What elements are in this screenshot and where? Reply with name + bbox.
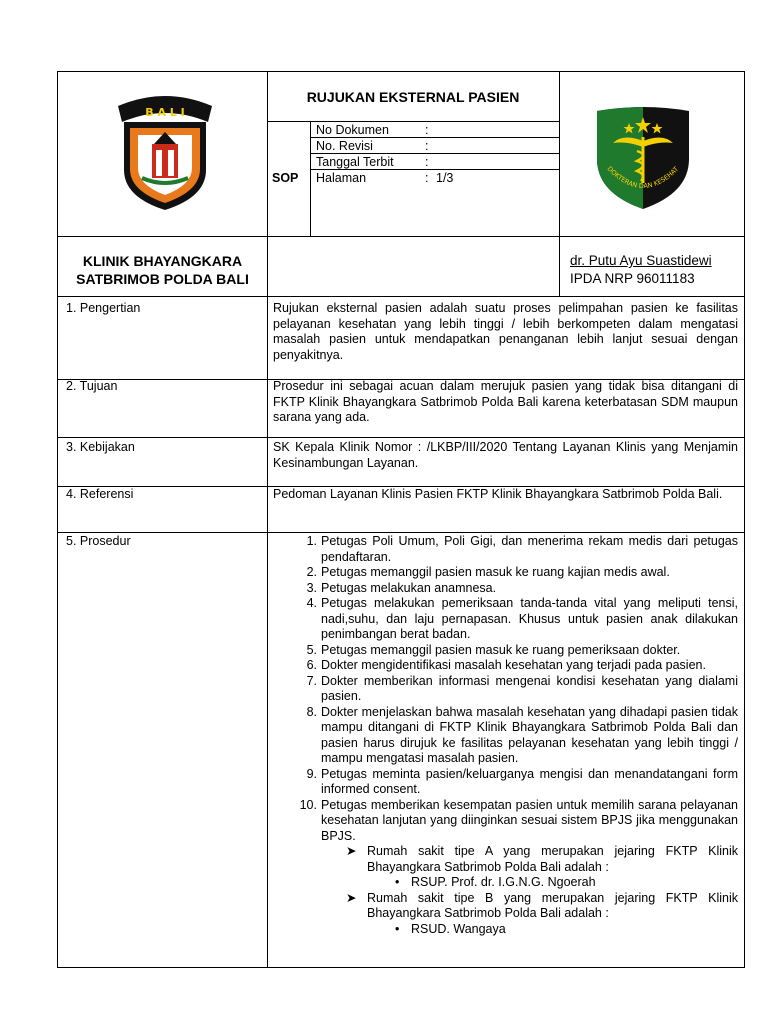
sop-document (57, 71, 745, 968)
step-number: 8. (306, 704, 317, 719)
step-text: Petugas melakukan anamnesa. (321, 580, 497, 595)
signer-name: dr. Putu Ayu Suastidewi (570, 253, 712, 268)
sub-sub-list-item (299, 922, 738, 938)
grid-line (267, 72, 268, 967)
list-item (299, 705, 738, 767)
grid-line (310, 121, 311, 236)
meta-row-no-dokumen (316, 122, 556, 138)
section-label-tujuan: 2. Tujuan (66, 379, 118, 393)
sop-label: SOP (272, 171, 299, 185)
step-text: Petugas memanggil pasien masuk ke ruang kajian medis awal. (321, 565, 670, 579)
step-text: Petugas Poli Umum, Poli Gigi, dan menerima rekam medis dari petugas pendaftaran. (321, 534, 738, 564)
list-item (299, 674, 738, 705)
step-number: 9. (306, 766, 317, 781)
dot-bullet-icon: • (395, 875, 400, 889)
grid-line (58, 437, 744, 438)
clinic-name-line2: SATBRIMOB POLDA BALI (76, 271, 249, 287)
arrow-bullet-icon: ➤ (346, 844, 357, 858)
list-item (299, 565, 738, 581)
section-label-prosedur: 5. Prosedur (66, 534, 131, 548)
sub-item-text: Rumah sakit tipe B yang merupakan jejaring FKTP Klinik Bhayangkara Satbrimob Polda Bali adalah : (367, 890, 738, 920)
step-number: 10. (299, 797, 317, 812)
procedure-list (299, 534, 738, 937)
meta-table (316, 122, 556, 186)
step-text: Petugas memanggil pasien masuk ke ruang pemeriksaan dokter. (321, 642, 681, 657)
step-text: Dokter mengidentifikasi masalah kesehatan yang terjadi pada pasien. (321, 658, 706, 672)
section-text-kebijakan: SK Kepala Klinik Nomor : /LKBP/III/2020 Tentang Layanan Klinis yang Menjamin Kesinambungan Layanan. (273, 440, 738, 470)
step-text: Petugas melakukan pemeriksaan tanda-tanda vital yang meliputi tensi, nadi,suhu, dan laju pernapasan. Khusus untuk pasien anak dilakukan penimbangan berat badan. (321, 596, 738, 641)
step-number: 1. (306, 534, 317, 548)
dot-bullet-icon: • (395, 921, 400, 936)
meta-sep: : (425, 123, 429, 137)
list-item (299, 534, 738, 565)
list-item (299, 581, 738, 597)
meta-sep: : (425, 171, 429, 185)
grid-line (559, 72, 560, 296)
sub-list-item (299, 844, 738, 875)
step-number: 5. (306, 642, 317, 657)
meta-label: Halaman (316, 171, 367, 185)
step-number: 3. (306, 580, 317, 595)
grid-line (58, 532, 744, 533)
step-number: 4. (306, 596, 317, 610)
step-text: Petugas meminta pasien/keluarganya mengisi dan menandatangani form informed consent. (321, 766, 738, 796)
sub-list-item (299, 891, 738, 922)
list-item (299, 658, 738, 674)
meta-row-tanggal-terbit (316, 154, 556, 170)
section-text-tujuan: Prosedur ini sebagai acuan dalam merujuk pasien yang tidak bisa ditangani di FKTP Klinik Bhayangkara Satbrimob Polda Bali karena keterbatasan SDM maupun sarana yang ada. (273, 379, 738, 424)
meta-sep: : (425, 139, 429, 153)
hospital-name: RSUD. Wangaya (411, 921, 506, 936)
step-number: 2. (306, 565, 317, 579)
meta-row-halaman (316, 170, 556, 186)
kedokteran-kesehatan-logo (593, 107, 693, 211)
step-text: Dokter memberikan informasi mengenai kondisi kesehatan yang dialami pasien. (321, 673, 738, 703)
sub-sub-list-item (299, 875, 738, 891)
meta-label: No. Revisi (316, 139, 373, 153)
section-text-referensi: Pedoman Layanan Klinis Pasien FKTP Klinik Bhayangkara Satbrimob Polda Bali. (273, 487, 723, 501)
section-text-pengertian: Rujukan eksternal pasien adalah suatu proses pelimpahan pasien ke fasilitas pelayanan kesehatan yang lebih tinggi / lebih berkompeten dalam mengatasi masalah pasien untuk mendapatkan penanganan lebih lanjut sesuai dengan penyakitnya. (273, 301, 738, 362)
meta-label: Tanggal Terbit (316, 155, 394, 169)
grid-line (58, 236, 744, 237)
list-item (299, 643, 738, 659)
list-item (299, 798, 738, 845)
step-number: 7. (306, 673, 317, 688)
meta-row-no-revisi (316, 138, 556, 154)
list-item (299, 767, 738, 798)
hospital-name: RSUP. Prof. dr. I.G.N.G. Ngoerah (411, 875, 596, 889)
polda-bali-logo (118, 92, 212, 212)
section-label-referensi: 4. Referensi (66, 487, 134, 501)
sub-item-text: Rumah sakit tipe A yang merupakan jejaring FKTP Klinik Bhayangkara Satbrimob Polda Bali adalah : (367, 844, 738, 874)
section-label-kebijakan: 3. Kebijakan (66, 440, 135, 454)
logo-right-text: DOKTERAN DAN KESEHAT (605, 164, 680, 191)
meta-value: 1/3 (436, 171, 454, 185)
signer-id: IPDA NRP 96011183 (570, 271, 695, 286)
step-text: Dokter menjelaskan bahwa masalah kesehatan yang dihadapi pasien tidak mampu ditangani di FKTP Klinik Bhayangkara Satbrimob Polda Bali dan pasien harus dirujuk ke fasilitas pelayanan kesehatan yang lebih tinggi / mampu mengatasi masalah pasien. (321, 704, 738, 765)
section-label-pengertian: 1. Pengertian (66, 301, 141, 315)
logo-left-text: B A L I (145, 106, 185, 119)
signer-block (570, 252, 712, 288)
meta-label: No Dokumen (316, 123, 389, 137)
step-text: Petugas memberikan kesempatan pasien untuk memilih sarana pelayanan kesehatan lanjutan yang diinginkan sesuai sistem BPJS jika menggunakan BPJS. (321, 797, 738, 843)
document-title: RUJUKAN EKSTERNAL PASIEN (306, 89, 520, 105)
grid-line (58, 296, 744, 297)
meta-sep: : (425, 155, 429, 169)
clinic-name-line1: KLINIK BHAYANGKARA (82, 253, 243, 269)
step-number: 6. (306, 658, 317, 672)
clinic-name (58, 252, 267, 288)
arrow-bullet-icon: ➤ (346, 890, 357, 905)
list-item (299, 596, 738, 643)
